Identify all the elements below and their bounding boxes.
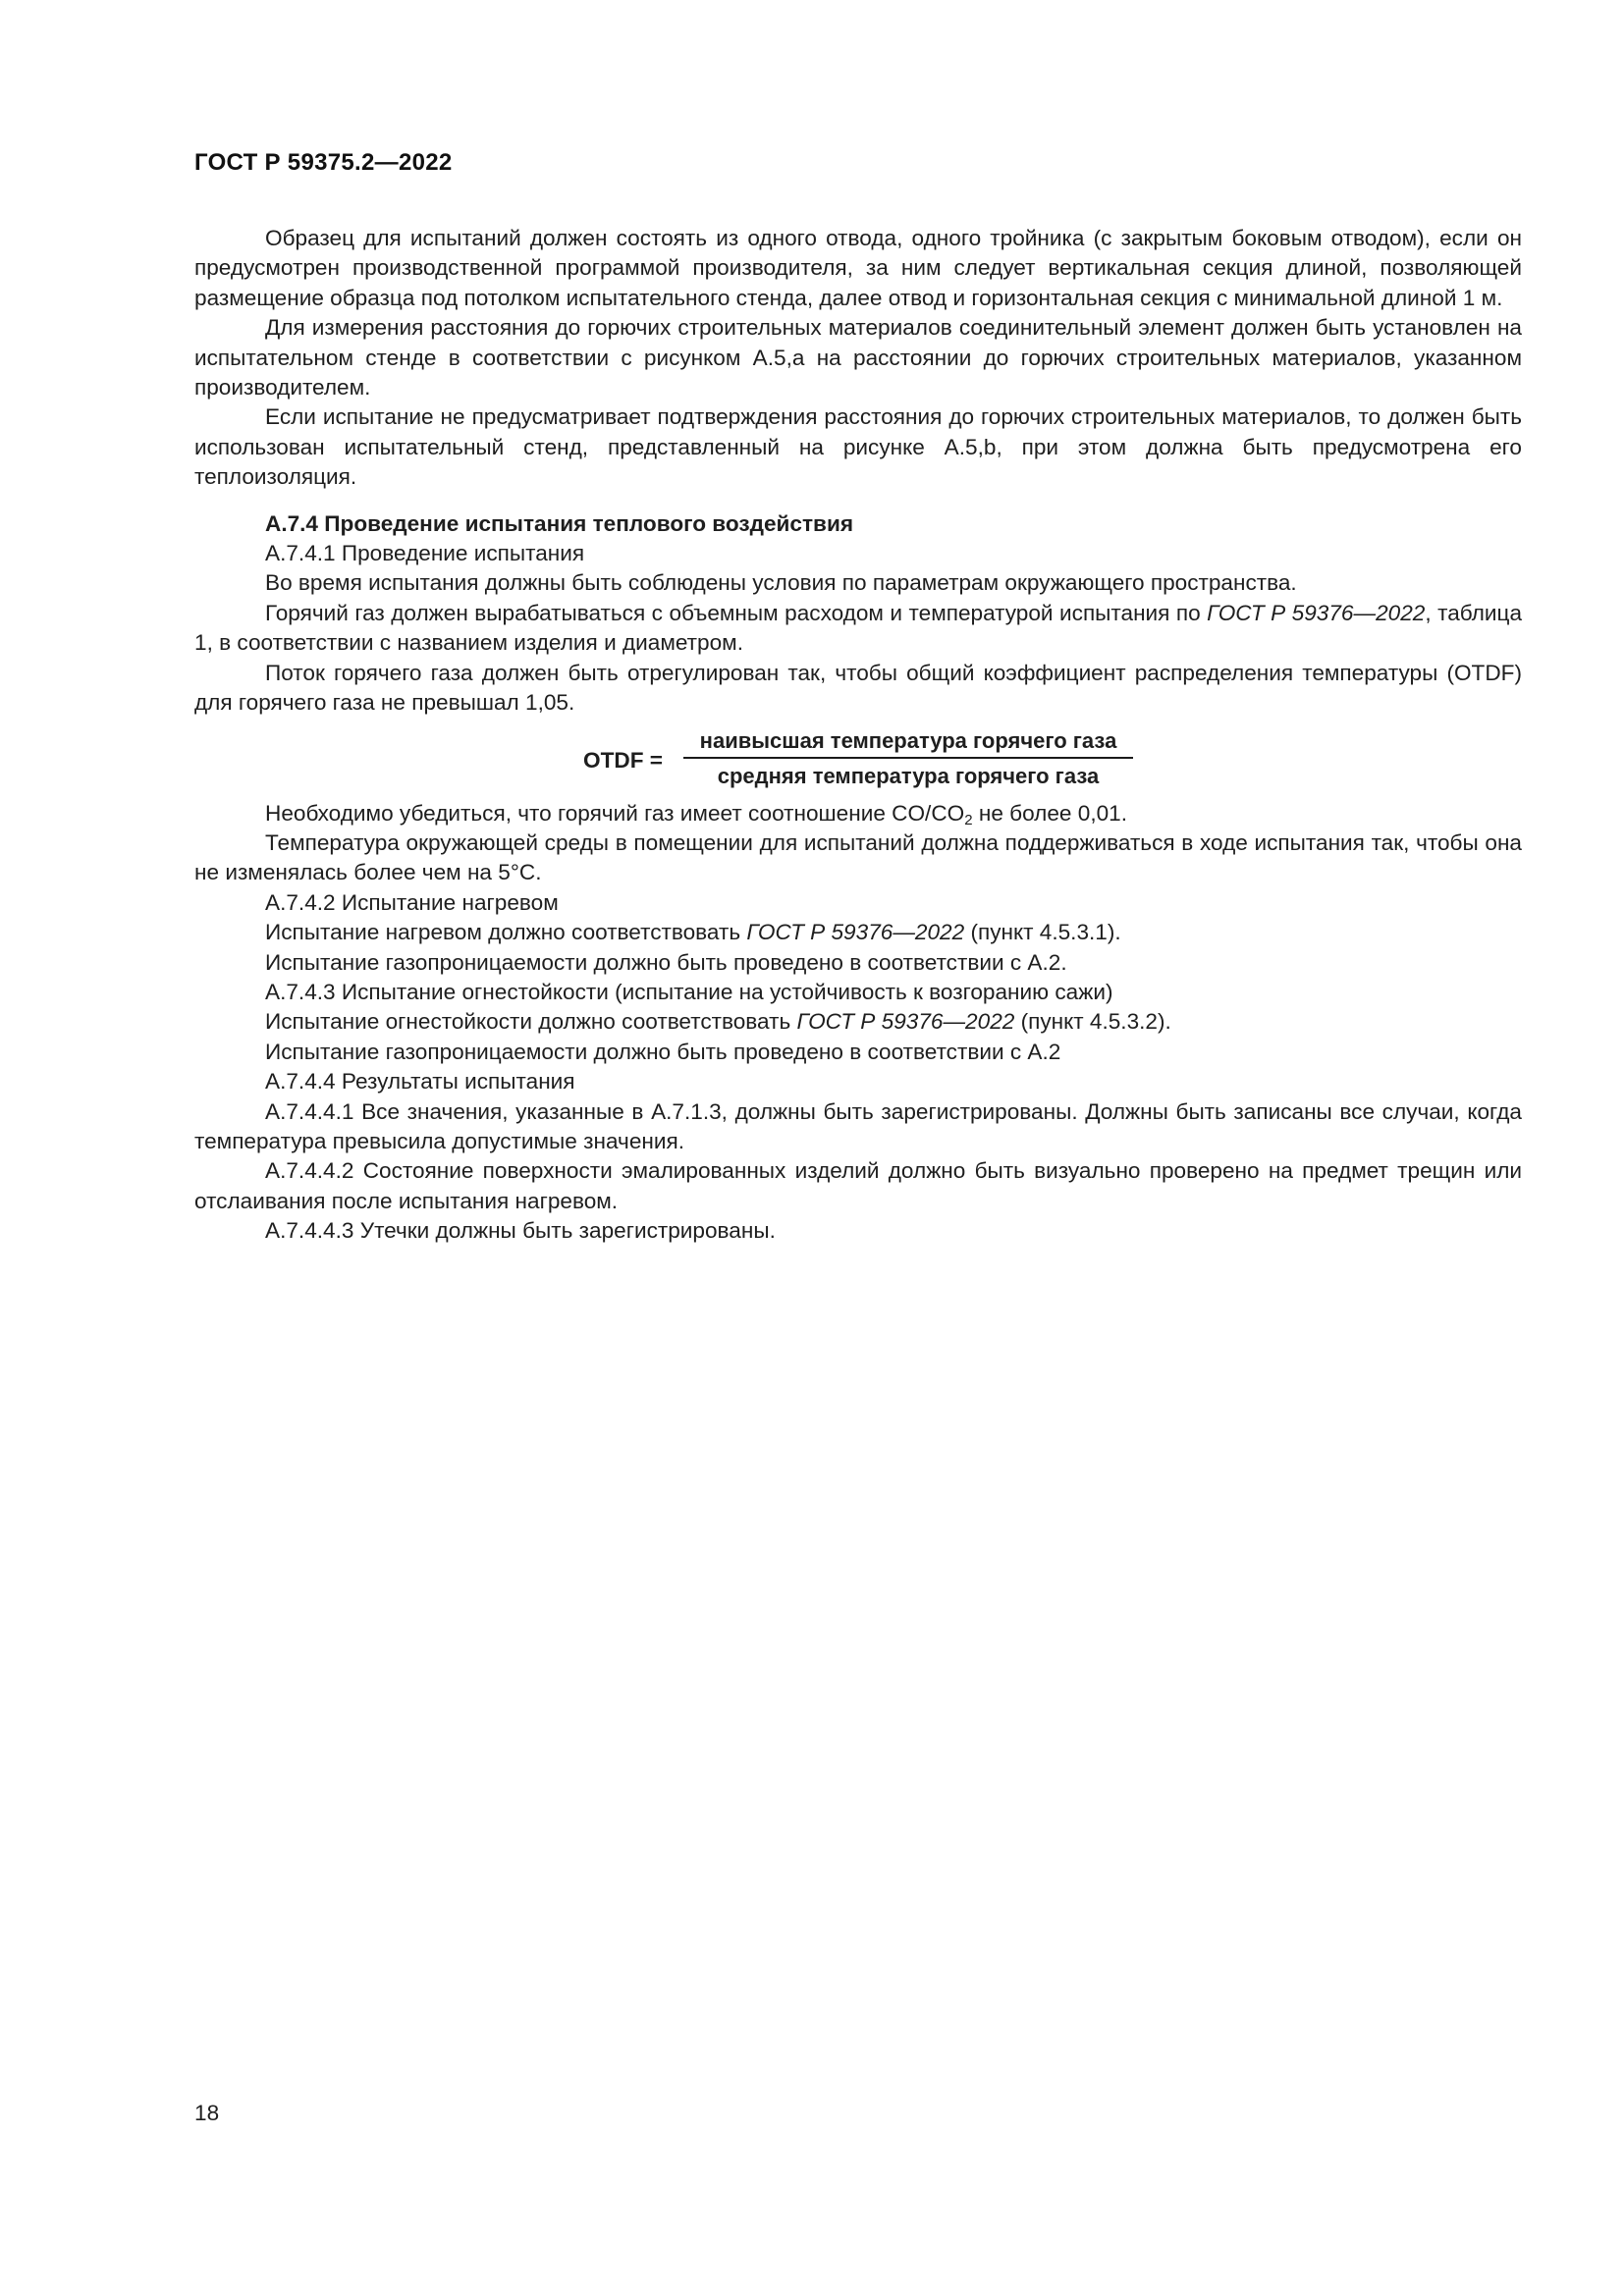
paragraph: Испытание газопроницаемости должно быть проведено в соответствии с А.2: [265, 1039, 1061, 1064]
section-heading-a74: А.7.4 Проведение испытания теплового воздействия: [265, 510, 854, 536]
subscript: 2: [964, 811, 973, 828]
paragraph: Испытание газопроницаемости должно быть проведено в соответствии с А.2.: [265, 949, 1067, 975]
page-number: 18: [194, 2101, 220, 2125]
text-run: (пункт 4.5.3.1).: [964, 920, 1121, 945]
paragraph: [194, 918, 1522, 947]
formula-fraction: [683, 726, 1133, 790]
text-run: Горячий газ должен вырабатываться с объемным расходом и температурой испытания по: [265, 600, 1208, 625]
otdf-formula: [194, 726, 1522, 791]
text-run: (пункт 4.5.3.2).: [1014, 1009, 1171, 1035]
text-run: , таблица 1, в соответствии с названием изделия и диаметром.: [194, 600, 1523, 656]
formula-lhs: OTDF =: [583, 747, 663, 773]
subsection-heading-a744: А.7.4.4 Результаты испытания: [265, 1069, 575, 1095]
paragraph: Температура окружающей среды в помещении для испытаний должна поддерживаться в ходе испытания так, чтобы она не изменялась более чем на 5°С.: [194, 829, 1522, 885]
standard-reference: ГОСТ Р 59376—2022: [746, 920, 965, 945]
paragraph: А.7.4.4.1 Все значения, указанные в А.7.1.3, должны быть зарегистрированы. Должны быть записаны все случаи, когда температура превысила допустимые значения.: [194, 1098, 1522, 1153]
paragraph: Поток горячего газа должен быть отрегулирован так, чтобы общий коэффициент распределения температуры (OTDF) для горячего газа не превышал 1,05.: [194, 660, 1522, 716]
paragraph: [194, 599, 1522, 659]
text-run: Испытание нагревом должно соответствовать: [265, 920, 747, 945]
paragraph: [194, 799, 1522, 828]
text-run: Испытание огнестойкости должно соответствовать: [265, 1009, 797, 1035]
subsection-heading-a743: А.7.4.3 Испытание огнестойкости (испытание на устойчивость к возгоранию сажи): [265, 979, 1113, 1004]
paragraph: А.7.4.4.2 Состояние поверхности эмалированных изделий должно быть визуально проверено на предмет трещин или отслаивания после испытания нагревом.: [194, 1158, 1522, 1213]
paragraph: Во время испытания должны быть соблюдены условия по параметрам окружающего пространства.: [265, 570, 1297, 596]
text-run: Необходимо убедиться, что горячий газ имеет соотношение CO/CO: [265, 800, 965, 826]
document-code-header: ГОСТ Р 59375.2—2022: [194, 149, 453, 176]
standard-reference: ГОСТ Р 59376—2022: [796, 1009, 1015, 1035]
formula-denominator: средняя температура горячего газа: [717, 763, 1100, 788]
document-body: [194, 224, 1522, 1247]
paragraph: Если испытание не предусматривает подтверждения расстояния до горючих строительных материалов, то должен быть использован испытательный стенд, представленный на рисунке А.5,b, при этом должна быть предусмотрена его теплоизоляция.: [194, 404, 1522, 490]
text-run: не более 0,01.: [972, 800, 1128, 826]
subsection-heading-a741: А.7.4.1 Проведение испытания: [265, 541, 585, 566]
subsection-heading-a742: А.7.4.2 Испытание нагревом: [265, 889, 559, 915]
paragraph: Образец для испытаний должен состоять из одного отвода, одного тройника (с закрытым боковым отводом), если он предусмотрен производственной программой производителя, за ним следует вертикальная секция длиной, позволяющей размещение образца под потолком испытательного стенда, далее отвод и горизонтальная секция с минимальной длиной 1 м.: [194, 226, 1522, 310]
paragraph: А.7.4.4.3 Утечки должны быть зарегистрированы.: [265, 1218, 776, 1244]
formula-numerator: наивысшая температура горячего газа: [683, 726, 1133, 759]
standard-reference: ГОСТ Р 59376—2022: [1207, 600, 1426, 625]
paragraph: [194, 1007, 1522, 1037]
paragraph: Для измерения расстояния до горючих строительных материалов соединительный элемент должен быть установлен на испытательном стенде в соответствии с рисунком А.5,а на расстоянии до горючих строительных материалов, указанном производителем.: [194, 315, 1522, 400]
